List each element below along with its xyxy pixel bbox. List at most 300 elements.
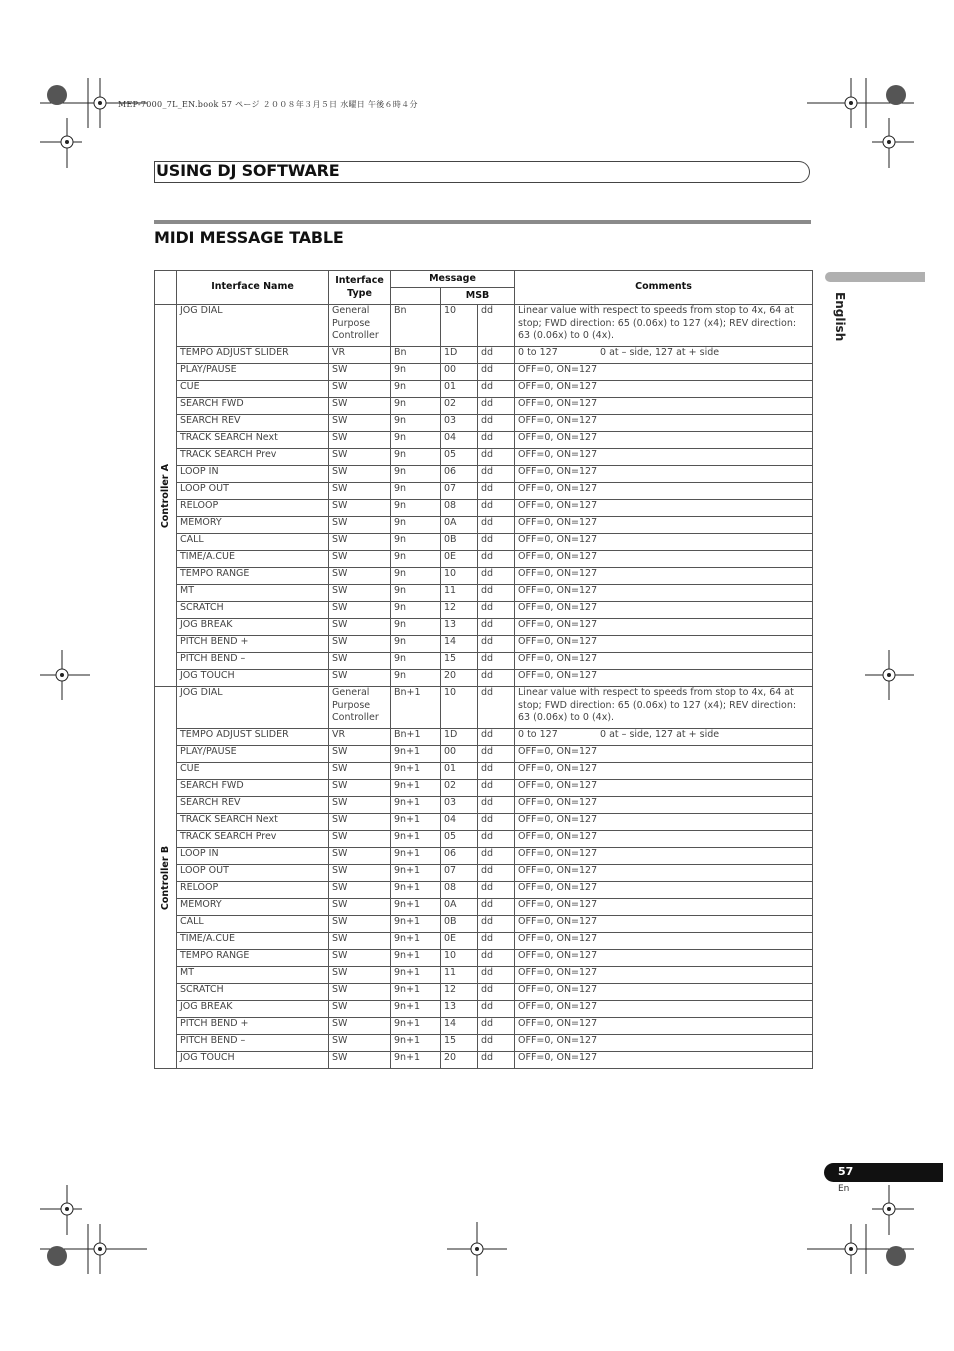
interface-name-cell: JOG TOUCH (177, 1052, 329, 1069)
data-byte-cell: dd (478, 763, 515, 780)
comment-cell: OFF=0, ON=127 (515, 1052, 813, 1069)
table-row (155, 670, 813, 687)
data-byte-cell: dd (478, 1001, 515, 1018)
msb-cell: 20 (441, 670, 478, 687)
data-byte-cell: dd (478, 670, 515, 687)
interface-type-cell: SW (329, 950, 391, 967)
msb-cell: 04 (441, 432, 478, 449)
comment-cell: OFF=0, ON=127 (515, 831, 813, 848)
msb-cell: 13 (441, 1001, 478, 1018)
msb-cell: 00 (441, 364, 478, 381)
data-byte-cell: dd (478, 831, 515, 848)
section-title: USING DJ SOFTWARE (156, 161, 340, 180)
status-byte-cell: 9n+1 (391, 899, 441, 916)
status-byte-cell: 9n+1 (391, 1001, 441, 1018)
status-byte-cell: 9n (391, 483, 441, 500)
table-row (155, 797, 813, 814)
interface-type-cell: SW (329, 636, 391, 653)
interface-type-cell: SW (329, 534, 391, 551)
table-row (155, 967, 813, 984)
interface-name-cell: RELOOP (177, 500, 329, 517)
status-byte-cell: 9n (391, 517, 441, 534)
table-row (155, 899, 813, 916)
header-msb: MSB (441, 288, 515, 305)
comment-cell: OFF=0, ON=127 (515, 364, 813, 381)
data-byte-cell: dd (478, 814, 515, 831)
data-byte-cell: dd (478, 865, 515, 882)
msb-cell: 0A (441, 899, 478, 916)
table-row (155, 500, 813, 517)
data-byte-cell: dd (478, 585, 515, 602)
status-byte-cell: 9n+1 (391, 865, 441, 882)
msb-cell: 14 (441, 1018, 478, 1035)
comment-cell: OFF=0, ON=127 (515, 933, 813, 950)
data-byte-cell: dd (478, 1018, 515, 1035)
comment-cell: OFF=0, ON=127 (515, 602, 813, 619)
table-row (155, 882, 813, 899)
data-byte-cell: dd (478, 933, 515, 950)
interface-type-cell: SW (329, 432, 391, 449)
data-byte-cell: dd (478, 534, 515, 551)
interface-name-cell: MT (177, 967, 329, 984)
interface-type-cell: SW (329, 831, 391, 848)
msb-cell: 02 (441, 398, 478, 415)
interface-name-cell: SCRATCH (177, 984, 329, 1001)
status-byte-cell: 9n (391, 381, 441, 398)
comment-cell: OFF=0, ON=127 (515, 1035, 813, 1052)
page-number: 57 (838, 1165, 854, 1178)
comment-cell: OFF=0, ON=127 (515, 848, 813, 865)
table-row (155, 1035, 813, 1052)
interface-type-cell: SW (329, 780, 391, 797)
status-byte-cell: 9n+1 (391, 831, 441, 848)
comment-cell: OFF=0, ON=127 (515, 950, 813, 967)
comment-cell: OFF=0, ON=127 (515, 882, 813, 899)
comment-cell: OFF=0, ON=127 (515, 1018, 813, 1035)
msb-cell: 07 (441, 483, 478, 500)
interface-type-cell: SW (329, 568, 391, 585)
comment-cell: OFF=0, ON=127 (515, 797, 813, 814)
data-byte-cell: dd (478, 1035, 515, 1052)
interface-type-cell: SW (329, 933, 391, 950)
file-info-header: MEP-7000_7L_EN.book 57 ページ ２００８年３月５日 水曜日 午後６時４分 (118, 100, 418, 109)
interface-type-cell: SW (329, 449, 391, 466)
msb-cell: 15 (441, 653, 478, 670)
comment-cell: OFF=0, ON=127 (515, 780, 813, 797)
status-byte-cell: 9n (391, 500, 441, 517)
language-label: English (833, 292, 847, 342)
interface-name-cell: JOG BREAK (177, 1001, 329, 1018)
data-byte-cell: dd (478, 653, 515, 670)
msb-cell: 12 (441, 602, 478, 619)
table-row (155, 534, 813, 551)
interface-type-cell: SW (329, 865, 391, 882)
interface-name-cell: TRACK SEARCH Prev (177, 449, 329, 466)
msb-cell: 02 (441, 780, 478, 797)
status-byte-cell: Bn (391, 347, 441, 364)
status-byte-cell: 9n+1 (391, 763, 441, 780)
status-byte-cell: 9n+1 (391, 848, 441, 865)
interface-name-cell: PITCH BEND + (177, 636, 329, 653)
interface-name-cell: PLAY/PAUSE (177, 364, 329, 381)
interface-name-cell: RELOOP (177, 882, 329, 899)
msb-cell: 08 (441, 500, 478, 517)
status-byte-cell: 9n (391, 653, 441, 670)
data-byte-cell: dd (478, 551, 515, 568)
interface-type-cell: VR (329, 347, 391, 364)
header-interface-type: Interface Type (329, 271, 391, 305)
msb-cell: 14 (441, 636, 478, 653)
msb-cell: 20 (441, 1052, 478, 1069)
status-byte-cell: 9n+1 (391, 984, 441, 1001)
interface-name-cell: PLAY/PAUSE (177, 746, 329, 763)
msb-cell: 15 (441, 1035, 478, 1052)
comment-cell: OFF=0, ON=127 (515, 636, 813, 653)
comment-cell: OFF=0, ON=127 (515, 551, 813, 568)
data-byte-cell: dd (478, 500, 515, 517)
status-byte-cell: 9n (391, 568, 441, 585)
interface-type-cell: SW (329, 984, 391, 1001)
status-byte-cell: 9n+1 (391, 1052, 441, 1069)
interface-name-cell: LOOP OUT (177, 865, 329, 882)
interface-type-cell: General Purpose Controller (329, 687, 391, 729)
table-row (155, 381, 813, 398)
interface-name-cell: SEARCH REV (177, 415, 329, 432)
table-row (155, 763, 813, 780)
interface-name-cell: TIME/A.CUE (177, 933, 329, 950)
interface-type-cell: SW (329, 415, 391, 432)
interface-type-cell: SW (329, 797, 391, 814)
comment-cell: OFF=0, ON=127 (515, 763, 813, 780)
interface-name-cell: SEARCH FWD (177, 398, 329, 415)
interface-name-cell: TEMPO ADJUST SLIDER (177, 729, 329, 746)
controller-group-cell (155, 305, 177, 687)
interface-type-cell: SW (329, 653, 391, 670)
heading-rule (154, 220, 811, 224)
data-byte-cell: dd (478, 797, 515, 814)
controller-group-label: Controller A (159, 463, 171, 528)
data-byte-cell: dd (478, 636, 515, 653)
table-row (155, 432, 813, 449)
msb-cell: 0A (441, 517, 478, 534)
msb-cell: 0E (441, 933, 478, 950)
status-byte-cell: 9n (391, 602, 441, 619)
table-row (155, 551, 813, 568)
data-byte-cell: dd (478, 449, 515, 466)
comment-cell: OFF=0, ON=127 (515, 967, 813, 984)
table-row (155, 364, 813, 381)
interface-name-cell: SEARCH FWD (177, 780, 329, 797)
interface-type-cell: SW (329, 763, 391, 780)
controller-group-cell (155, 687, 177, 1069)
interface-type-cell: SW (329, 899, 391, 916)
status-byte-cell: 9n+1 (391, 780, 441, 797)
interface-type-cell: SW (329, 967, 391, 984)
table-row (155, 398, 813, 415)
status-byte-cell: 9n+1 (391, 933, 441, 950)
msb-cell: 12 (441, 984, 478, 1001)
status-byte-cell: 9n (391, 432, 441, 449)
msb-cell: 1D (441, 729, 478, 746)
table-row (155, 916, 813, 933)
interface-name-cell: TRACK SEARCH Next (177, 814, 329, 831)
table-row (155, 449, 813, 466)
table-row (155, 466, 813, 483)
comment-cell: OFF=0, ON=127 (515, 500, 813, 517)
msb-cell: 07 (441, 865, 478, 882)
status-byte-cell: 9n+1 (391, 1018, 441, 1035)
data-byte-cell: dd (478, 746, 515, 763)
status-byte-cell: 9n+1 (391, 1035, 441, 1052)
interface-name-cell: TEMPO ADJUST SLIDER (177, 347, 329, 364)
msb-cell: 03 (441, 797, 478, 814)
table-row (155, 933, 813, 950)
msb-cell: 10 (441, 568, 478, 585)
status-byte-cell: 9n (391, 449, 441, 466)
interface-name-cell: TEMPO RANGE (177, 568, 329, 585)
interface-name-cell: JOG DIAL (177, 687, 329, 729)
data-byte-cell: dd (478, 687, 515, 729)
data-byte-cell: dd (478, 1052, 515, 1069)
interface-name-cell: LOOP OUT (177, 483, 329, 500)
interface-type-cell: SW (329, 398, 391, 415)
comment-cell: OFF=0, ON=127 (515, 619, 813, 636)
data-byte-cell: dd (478, 364, 515, 381)
interface-type-cell: SW (329, 1052, 391, 1069)
table-row (155, 636, 813, 653)
status-byte-cell: 9n (391, 534, 441, 551)
midi-message-table (154, 270, 813, 1069)
interface-name-cell: LOOP IN (177, 466, 329, 483)
table-row (155, 347, 813, 364)
comment-cell: Linear value with respect to speeds from stop to 4x, 64 at stop; FWD direction: 65 (0.06x) to 127 (x4); REV direction: 63 (0.06x) to 0 (4x). (515, 305, 813, 347)
interface-name-cell: CALL (177, 534, 329, 551)
status-byte-cell: 9n+1 (391, 916, 441, 933)
data-byte-cell: dd (478, 568, 515, 585)
comment-cell: OFF=0, ON=127 (515, 398, 813, 415)
comment-cell: OFF=0, ON=127 (515, 814, 813, 831)
interface-type-cell: SW (329, 746, 391, 763)
data-byte-cell: dd (478, 415, 515, 432)
msb-cell: 10 (441, 687, 478, 729)
interface-name-cell: CALL (177, 916, 329, 933)
data-byte-cell: dd (478, 848, 515, 865)
comment-cell: OFF=0, ON=127 (515, 984, 813, 1001)
msb-cell: 11 (441, 967, 478, 984)
table-row (155, 517, 813, 534)
status-byte-cell: 9n+1 (391, 950, 441, 967)
status-byte-cell: Bn+1 (391, 687, 441, 729)
header-interface-name: Interface Name (177, 271, 329, 305)
interface-type-cell: General Purpose Controller (329, 305, 391, 347)
msb-cell: 11 (441, 585, 478, 602)
header-message: Message (391, 271, 515, 288)
table-row (155, 568, 813, 585)
interface-name-cell: MT (177, 585, 329, 602)
page-language-code: En (838, 1184, 850, 1194)
status-byte-cell: Bn+1 (391, 729, 441, 746)
data-byte-cell: dd (478, 432, 515, 449)
page-heading: MIDI MESSAGE TABLE (154, 228, 344, 247)
interface-type-cell: SW (329, 466, 391, 483)
interface-type-cell: SW (329, 585, 391, 602)
interface-type-cell: SW (329, 1035, 391, 1052)
status-byte-cell: 9n+1 (391, 882, 441, 899)
interface-name-cell: JOG DIAL (177, 305, 329, 347)
table-row (155, 585, 813, 602)
comment-cell: 0 to 127 0 at – side, 127 at + side (515, 347, 813, 364)
msb-cell: 0B (441, 534, 478, 551)
msb-cell: 08 (441, 882, 478, 899)
interface-name-cell: PITCH BEND + (177, 1018, 329, 1035)
data-byte-cell: dd (478, 780, 515, 797)
interface-type-cell: SW (329, 500, 391, 517)
table-row (155, 780, 813, 797)
data-byte-cell: dd (478, 899, 515, 916)
comment-cell: OFF=0, ON=127 (515, 432, 813, 449)
msb-cell: 05 (441, 449, 478, 466)
msb-cell: 13 (441, 619, 478, 636)
status-byte-cell: 9n+1 (391, 814, 441, 831)
table-row (155, 653, 813, 670)
data-byte-cell: dd (478, 305, 515, 347)
table-row (155, 984, 813, 1001)
comment-cell: OFF=0, ON=127 (515, 585, 813, 602)
status-byte-cell: 9n (391, 364, 441, 381)
data-byte-cell: dd (478, 466, 515, 483)
interface-type-cell: SW (329, 1001, 391, 1018)
data-byte-cell: dd (478, 483, 515, 500)
status-byte-cell: 9n (391, 670, 441, 687)
comment-cell: OFF=0, ON=127 (515, 670, 813, 687)
interface-name-cell: LOOP IN (177, 848, 329, 865)
msb-cell: 10 (441, 950, 478, 967)
table-row (155, 848, 813, 865)
interface-type-cell: SW (329, 602, 391, 619)
interface-name-cell: CUE (177, 381, 329, 398)
comment-cell: OFF=0, ON=127 (515, 483, 813, 500)
status-byte-cell: 9n (391, 551, 441, 568)
data-byte-cell: dd (478, 967, 515, 984)
comment-cell: OFF=0, ON=127 (515, 534, 813, 551)
interface-name-cell: MEMORY (177, 517, 329, 534)
status-byte-cell: 9n+1 (391, 797, 441, 814)
interface-name-cell: PITCH BEND – (177, 1035, 329, 1052)
interface-name-cell: CUE (177, 763, 329, 780)
status-byte-cell: 9n (391, 415, 441, 432)
interface-type-cell: SW (329, 670, 391, 687)
comment-cell: OFF=0, ON=127 (515, 466, 813, 483)
table-row (155, 865, 813, 882)
status-byte-cell: 9n+1 (391, 967, 441, 984)
interface-name-cell: TRACK SEARCH Next (177, 432, 329, 449)
data-byte-cell: dd (478, 347, 515, 364)
comment-cell: OFF=0, ON=127 (515, 899, 813, 916)
comment-cell: OFF=0, ON=127 (515, 449, 813, 466)
table-row (155, 1018, 813, 1035)
interface-type-cell: SW (329, 551, 391, 568)
comment-cell: OFF=0, ON=127 (515, 415, 813, 432)
comment-cell: OFF=0, ON=127 (515, 568, 813, 585)
table-body (155, 305, 813, 1069)
interface-name-cell: MEMORY (177, 899, 329, 916)
data-byte-cell: dd (478, 381, 515, 398)
data-byte-cell: dd (478, 619, 515, 636)
status-byte-cell: 9n (391, 619, 441, 636)
msb-cell: 05 (441, 831, 478, 848)
comment-cell: Linear value with respect to speeds from stop to 4x, 64 at stop; FWD direction: 65 (0.06x) to 127 (x4); REV direction: 63 (0.06x) to 0 (4x). (515, 687, 813, 729)
interface-type-cell: SW (329, 882, 391, 899)
table-row (155, 687, 813, 729)
interface-type-cell: SW (329, 619, 391, 636)
interface-name-cell: JOG TOUCH (177, 670, 329, 687)
status-byte-cell: 9n (391, 398, 441, 415)
table-row (155, 814, 813, 831)
comment-cell: OFF=0, ON=127 (515, 653, 813, 670)
language-tab (825, 272, 925, 282)
status-byte-cell: 9n (391, 636, 441, 653)
interface-type-cell: SW (329, 1018, 391, 1035)
interface-name-cell: JOG BREAK (177, 619, 329, 636)
interface-type-cell: SW (329, 381, 391, 398)
interface-name-cell: TIME/A.CUE (177, 551, 329, 568)
status-byte-cell: 9n (391, 466, 441, 483)
interface-name-cell: TRACK SEARCH Prev (177, 831, 329, 848)
header-comments: Comments (515, 271, 813, 305)
comment-cell: OFF=0, ON=127 (515, 746, 813, 763)
table-row (155, 602, 813, 619)
msb-cell: 00 (441, 746, 478, 763)
msb-cell: 01 (441, 763, 478, 780)
interface-name-cell: SCRATCH (177, 602, 329, 619)
status-byte-cell: Bn (391, 305, 441, 347)
status-byte-cell: 9n (391, 585, 441, 602)
comment-cell: OFF=0, ON=127 (515, 1001, 813, 1018)
comment-cell: OFF=0, ON=127 (515, 916, 813, 933)
table-row (155, 831, 813, 848)
msb-cell: 0E (441, 551, 478, 568)
table-row (155, 950, 813, 967)
interface-name-cell: TEMPO RANGE (177, 950, 329, 967)
data-byte-cell: dd (478, 882, 515, 899)
interface-name-cell: SEARCH REV (177, 797, 329, 814)
data-byte-cell: dd (478, 729, 515, 746)
table-row (155, 1052, 813, 1069)
data-byte-cell: dd (478, 398, 515, 415)
table-row (155, 746, 813, 763)
data-byte-cell: dd (478, 517, 515, 534)
msb-cell: 01 (441, 381, 478, 398)
msb-cell: 06 (441, 848, 478, 865)
comment-cell: OFF=0, ON=127 (515, 381, 813, 398)
table-row (155, 483, 813, 500)
table-row (155, 729, 813, 746)
msb-cell: 04 (441, 814, 478, 831)
comment-cell: OFF=0, ON=127 (515, 865, 813, 882)
interface-type-cell: SW (329, 364, 391, 381)
comment-cell: 0 to 127 0 at – side, 127 at + side (515, 729, 813, 746)
interface-type-cell: SW (329, 814, 391, 831)
status-byte-cell: 9n+1 (391, 746, 441, 763)
table-row (155, 619, 813, 636)
interface-type-cell: SW (329, 483, 391, 500)
table-row (155, 1001, 813, 1018)
msb-cell: 0B (441, 916, 478, 933)
msb-cell: 06 (441, 466, 478, 483)
msb-cell: 1D (441, 347, 478, 364)
data-byte-cell: dd (478, 602, 515, 619)
header-blank (155, 271, 177, 305)
